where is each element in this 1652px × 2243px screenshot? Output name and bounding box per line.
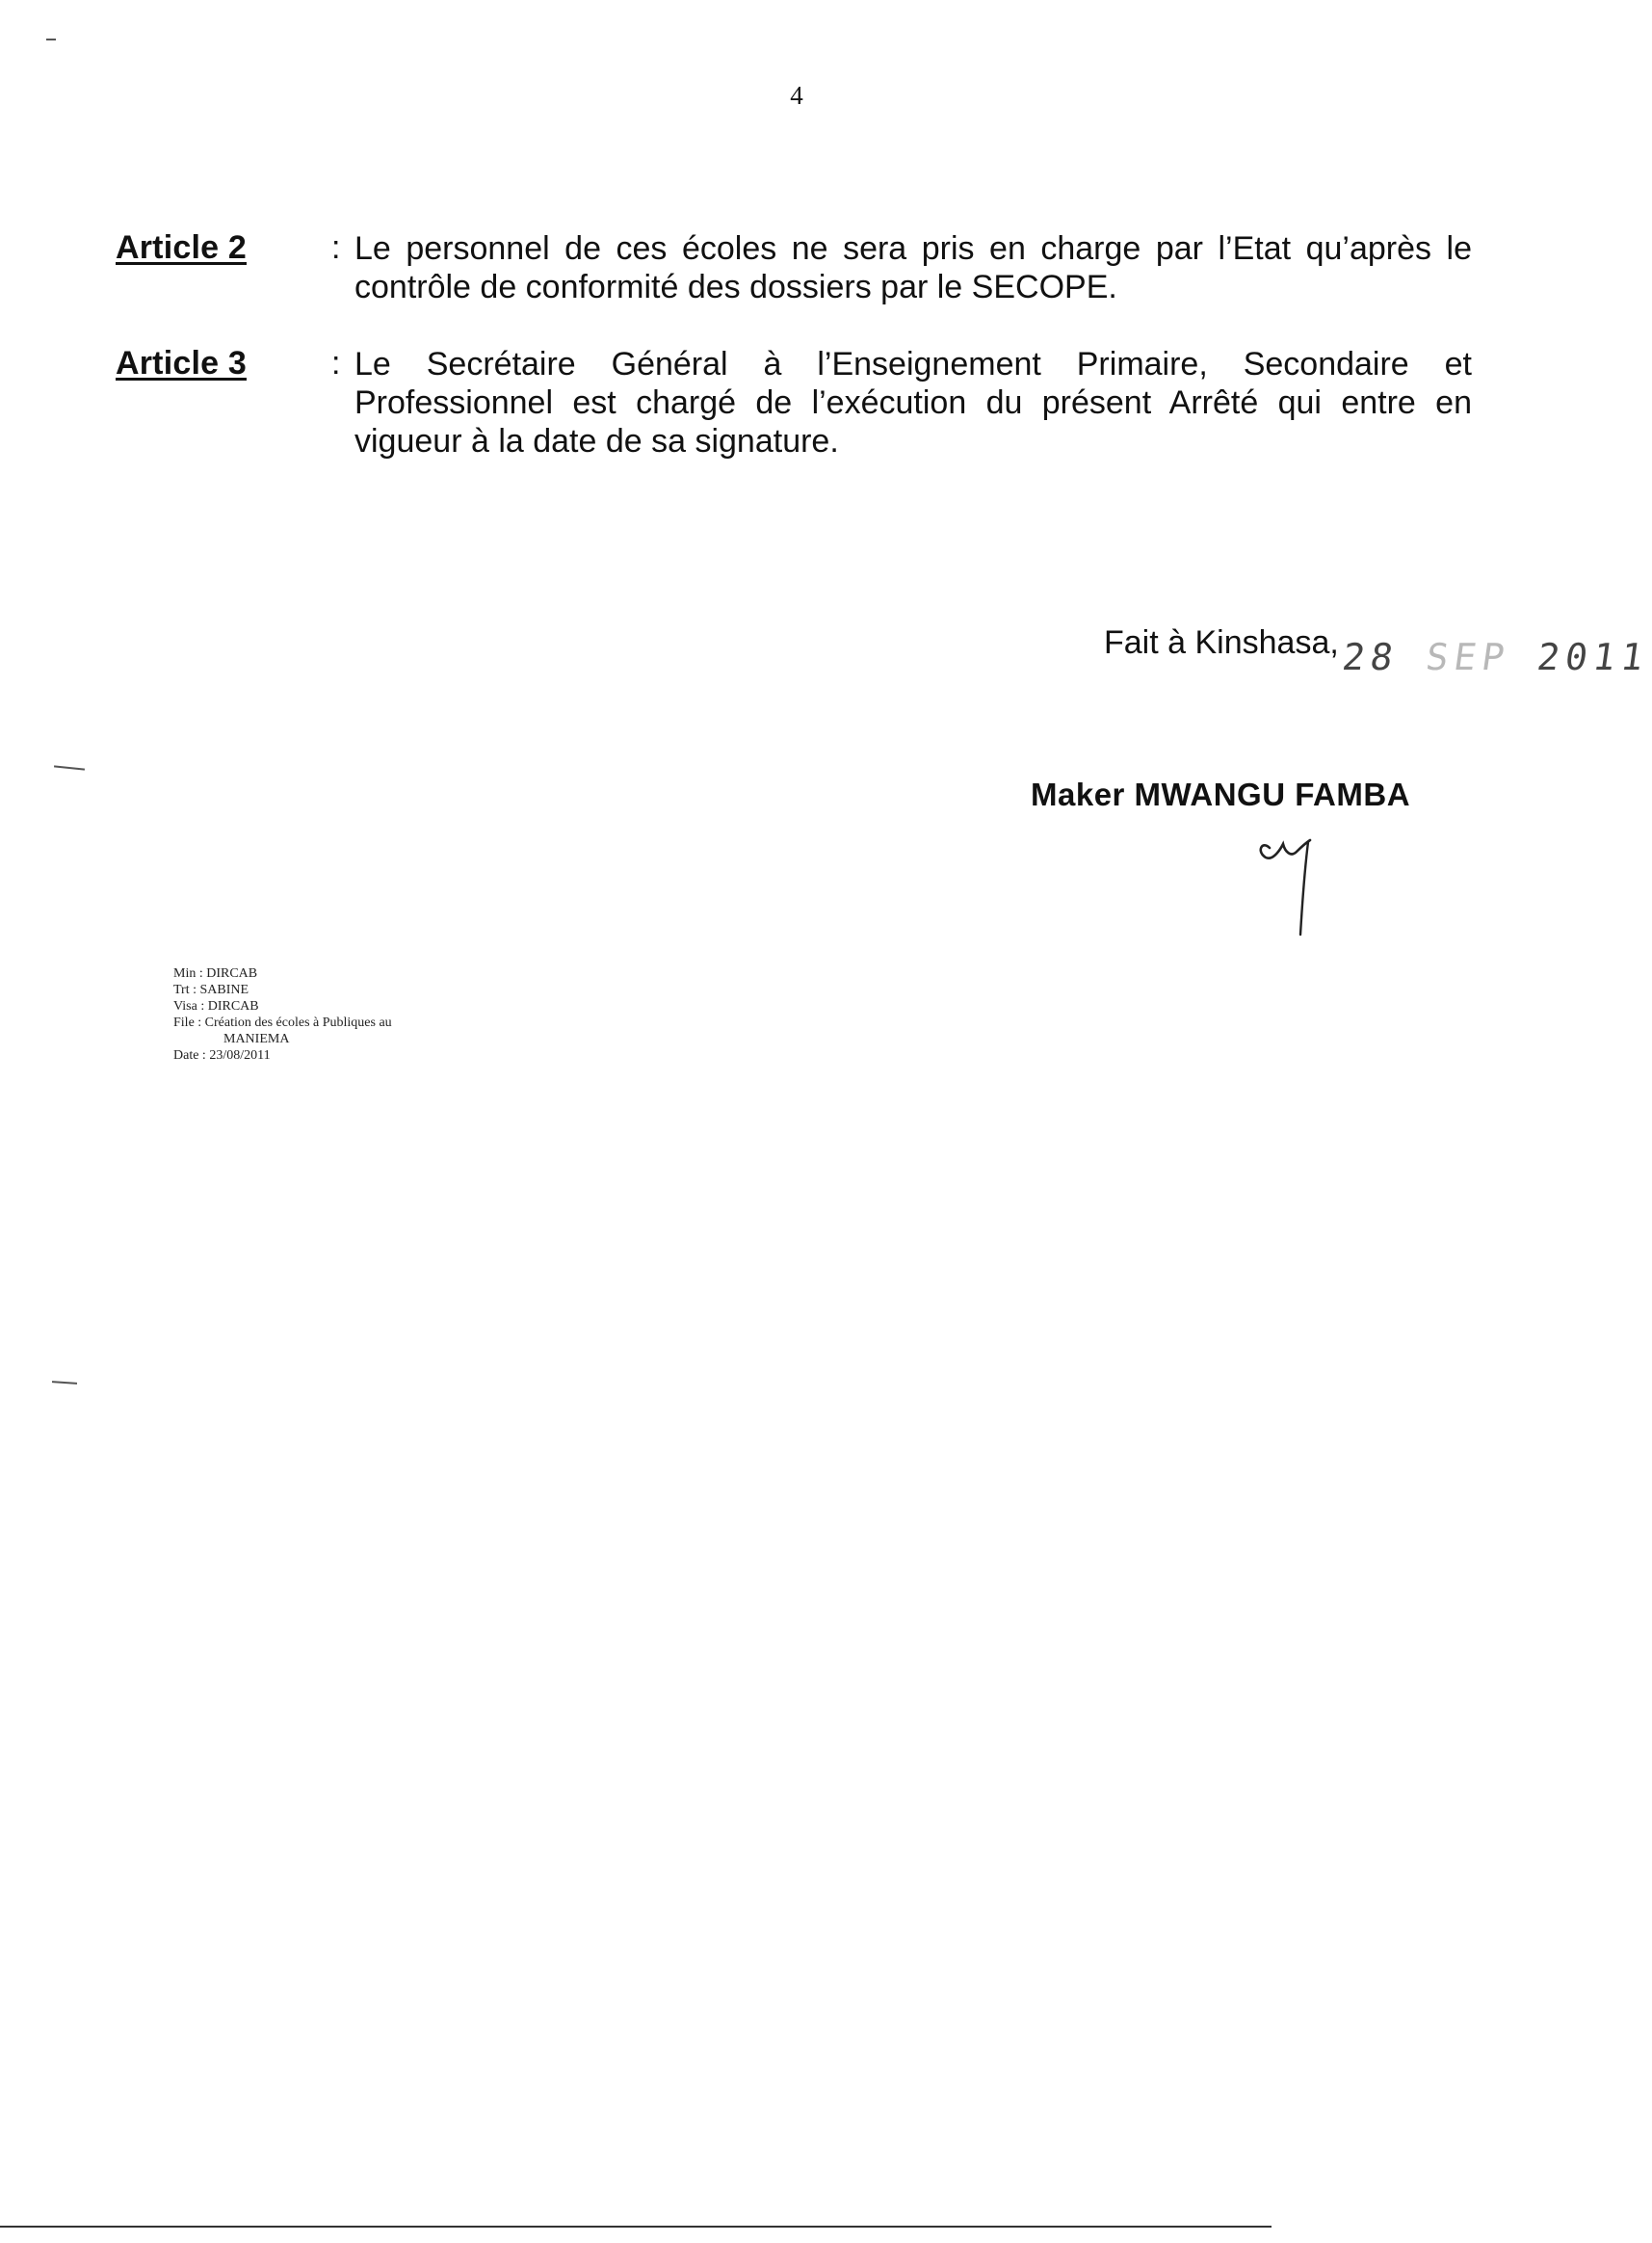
ref-visa: Visa : DIRCAB <box>173 999 259 1014</box>
scan-mark <box>52 1381 77 1385</box>
stamp-day: 28 <box>1339 636 1402 678</box>
place-date-label: Fait à Kinshasa, <box>1104 624 1339 661</box>
place-date <box>1104 624 1339 662</box>
reference-block <box>173 965 392 1064</box>
article-text: Le personnel de ces écoles ne sera pris en charge par l’Etat qu’après le contrôle de conformité des dossiers par le SECOPE. <box>354 230 1472 305</box>
article-label: Article 3 <box>116 345 247 382</box>
article-colon: : <box>331 229 341 266</box>
stamp-month: SEP <box>1423 636 1513 678</box>
ref-file-continued: MANIEMA <box>223 1032 290 1046</box>
scan-mark <box>54 765 85 770</box>
article-colon: : <box>331 345 341 382</box>
signature-mark <box>1252 834 1339 940</box>
ref-file: File : Création des écoles à Publiques au <box>173 1016 392 1030</box>
bottom-rule <box>0 2226 1272 2228</box>
page-number: 4 <box>790 81 803 110</box>
signatory-name: Maker MWANGU FAMBA <box>1031 777 1411 812</box>
ref-min: Min : DIRCAB <box>173 966 258 981</box>
article-label: Article 2 <box>116 229 247 266</box>
scan-mark <box>46 39 56 40</box>
ref-trt: Trt : SABINE <box>173 983 249 997</box>
article-text: Le Secrétaire Général à l’Enseignement Primaire, Secondaire et Professionnel est chargé de l’exécution du présent Arrêté qui entre en vigueur à la date de sa signature. <box>354 346 1472 460</box>
date-stamp <box>1340 636 1652 678</box>
stamp-year: 2011 <box>1534 636 1652 678</box>
ref-date: Date : 23/08/2011 <box>173 1048 271 1063</box>
